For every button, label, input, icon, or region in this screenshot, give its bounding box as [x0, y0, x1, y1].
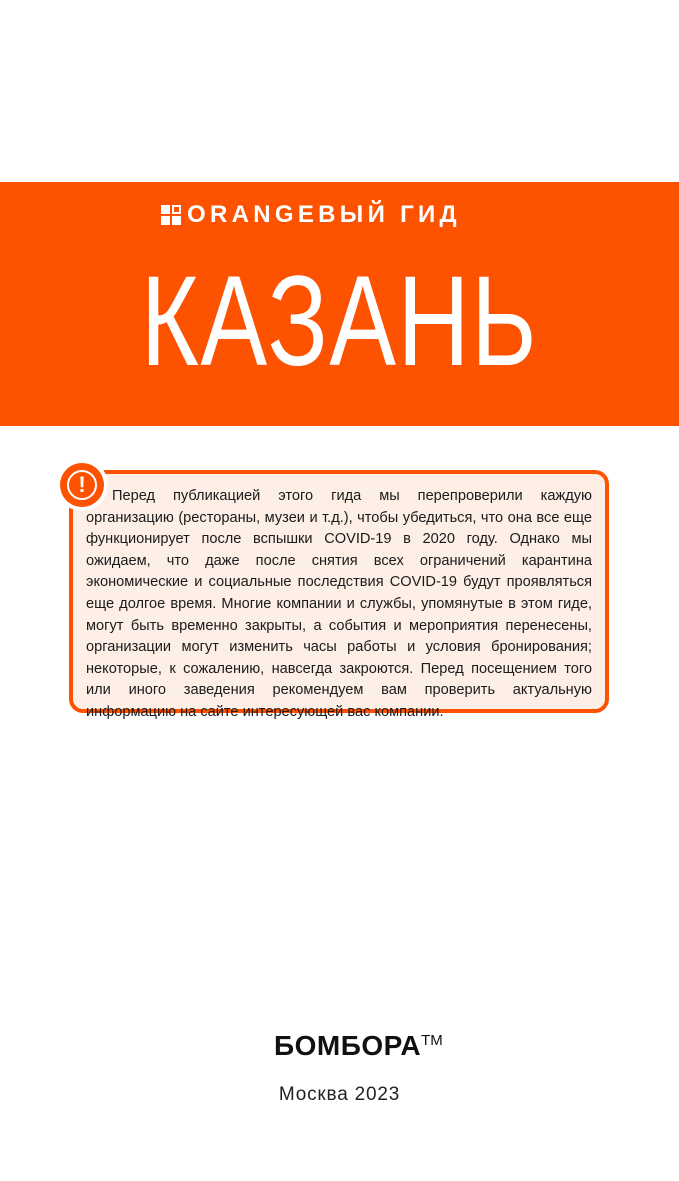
imprint-line: Москва 2023 — [278, 1084, 401, 1105]
exclamation-mark: ! — [67, 470, 97, 500]
publisher-name: БОМБОРА — [274, 1030, 422, 1061]
series-label: ORANGEВЫЙ ГИД — [187, 201, 461, 228]
publisher-logo — [274, 1030, 443, 1062]
notice-text: Перед публикацией этого гида мы перепроверили каждую организацию (рестораны, музеи и т.д.), чтобы убедиться, что она все еще функционирует после вспышки COVID-19 в 2020 году. Однако мы ожидаем, что даже после снятия всех ограничений карантина экономические и социальные последствия COVID-19 будут проявляться еще долгое время. Многие компании и службы, упомянутые в этом гиде, могут быть временно закрыты, а события и мероприятия перенесены, организации могут изменить часы работы и условия бронирования; некоторые, к сожалению, навсегда закроются. Перед посещением того или иного заведения рекомендуем вам проверить актуальную информацию на сайте интересующей вас компании. — [86, 488, 592, 720]
book-title: КАЗАНЬ — [140, 250, 539, 393]
orange-grid-logo-icon — [161, 205, 181, 225]
trademark-sign: TM — [421, 1032, 443, 1049]
series-logo — [161, 200, 461, 230]
